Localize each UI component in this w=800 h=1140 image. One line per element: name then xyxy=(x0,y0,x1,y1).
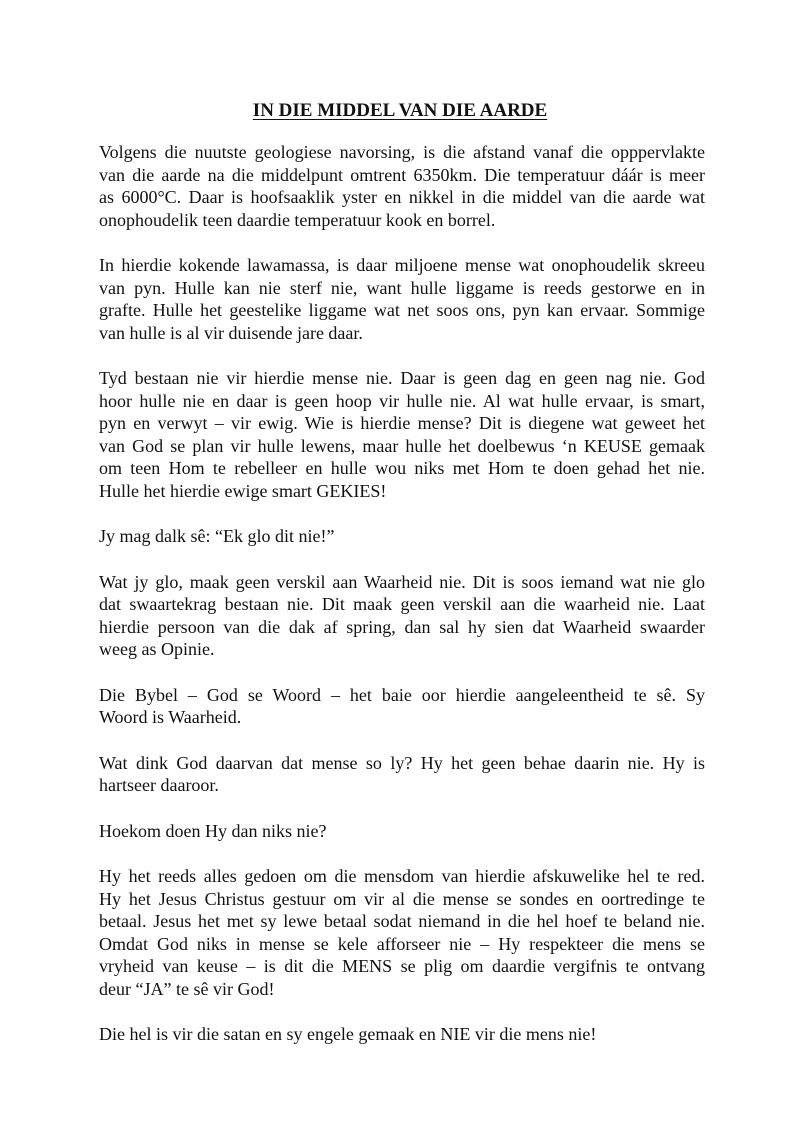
text-line: Volgens die nuutste geologiese navorsing, is die afstand vanaf die opppervlakte xyxy=(99,142,705,162)
text-line: Omdat God niks in mense se kele afforseer nie – Hy respekteer die mens se xyxy=(99,933,705,954)
text-line: as 6000°C. Daar is hoofsaaklik yster en nikkel in die middel van die aarde wat xyxy=(99,187,705,207)
paragraph xyxy=(99,1023,705,1046)
text-line: weeg as Opinie. xyxy=(99,639,215,659)
paragraph xyxy=(99,684,705,729)
paragraph xyxy=(99,865,705,1000)
text-line: van hulle is al vir duisende jare daar. xyxy=(99,322,363,343)
text-line: deur “JA” te sê vir God! xyxy=(99,978,275,999)
text-line: Wat dink God daarvan dat mense so ly? Hy het geen behae daarin nie. Hy is xyxy=(99,752,705,773)
text-line: Hy het reeds alles gedoen om die mensdom van hierdie afskuwelike hel te red. xyxy=(99,866,705,886)
text-line: In hierdie kokende lawamassa, is daar miljoene mense wat onophoudelik skreeu xyxy=(99,255,705,275)
document-title: IN DIE MIDDEL VAN DIE AARDE xyxy=(252,100,548,121)
paragraph xyxy=(99,752,705,797)
document-body xyxy=(99,141,705,1069)
text-line: pyn en verwyt – vir ewig. Wie is hierdie mense? Dit is diegene wat geweet het xyxy=(99,413,705,433)
paragraph xyxy=(99,820,705,843)
text-line: Tyd bestaan nie vir hierdie mense nie. Daar is geen dag en geen nag nie. God xyxy=(99,368,705,388)
text-line: Die Bybel – God se Woord – het baie oor hierdie aangeleentheid te sê. Sy xyxy=(99,684,705,705)
text-line: dat swaartekrag bestaan nie. Dit maak geen verskil aan die waarheid nie. Laat xyxy=(99,594,705,614)
paragraph xyxy=(99,141,705,231)
paragraph xyxy=(99,525,705,548)
paragraph xyxy=(99,254,705,344)
text-line: hoor hulle nie en daar is geen hoop vir hulle nie. Al wat hulle ervaar, is smart, xyxy=(99,390,705,411)
text-line: Jy mag dalk sê: “Ek glo dit nie!” xyxy=(99,526,335,546)
text-line: Hoekom doen Hy dan niks nie? xyxy=(99,820,327,841)
text-line: Die hel is vir die satan en sy engele gemaak en NIE vir die mens nie! xyxy=(99,1024,597,1044)
text-line: om teen Hom te rebelleer en hulle wou niks met Hom te doen gehad het nie. xyxy=(99,458,705,478)
text-line: van pyn. Hulle kan nie sterf nie, want hulle liggame is reeds gestorwe en in xyxy=(99,277,705,298)
text-line: hartseer daaroor. xyxy=(99,775,219,795)
text-line: vryheid van keuse – is dit die MENS se plig om daardie vergifnis te ontvang xyxy=(99,956,705,976)
text-line: onophoudelik teen daardie temperatuur kook en borrel. xyxy=(99,209,496,230)
text-line: Woord is Waarheid. xyxy=(99,707,242,727)
text-line: van die aarde na die middelpunt omtrent 6350km. Die temperatuur dáár is meer xyxy=(99,164,705,185)
text-line: Wat jy glo, maak geen verskil aan Waarheid nie. Dit is soos iemand wat nie glo xyxy=(99,571,705,592)
paragraph xyxy=(99,571,705,661)
text-line: grafte. Hulle het geestelike liggame wat net soos ons, pyn kan ervaar. Sommige xyxy=(99,300,705,320)
paragraph xyxy=(99,367,705,502)
text-line: hierdie persoon van die dak af spring, dan sal hy sien dat Waarheid swaarder xyxy=(99,616,705,637)
text-line: Hy het Jesus Christus gestuur om vir al die mense se sondes en oortredinge te xyxy=(99,888,705,909)
text-line: betaal. Jesus het met sy lewe betaal sodat niemand in die hel hoef te beland nie. xyxy=(99,911,705,931)
text-line: Hulle het hierdie ewige smart GEKIES! xyxy=(99,480,387,501)
text-line: van God se plan vir hulle lewens, maar hulle het doelbewus ‘n KEUSE gemaak xyxy=(99,435,705,456)
